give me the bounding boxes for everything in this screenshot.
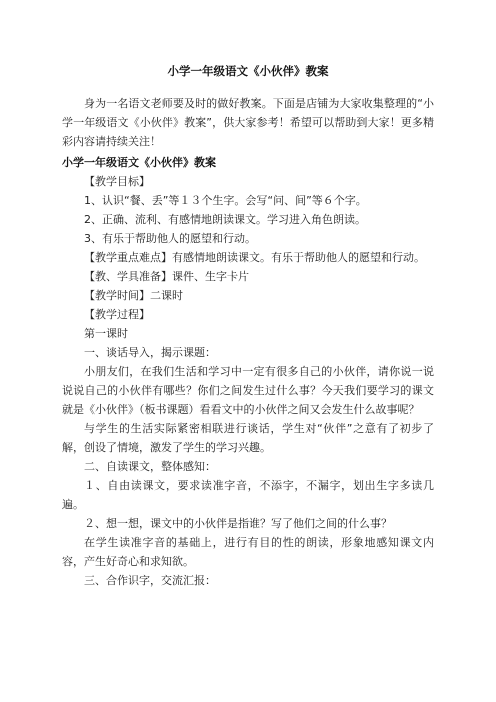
section-heading: 小学一年级语文《小伙伴》教案 [62, 156, 216, 169]
step-1-heading: 一、谈话导入，揭示课题： [84, 346, 216, 359]
document-title: 小学一年级语文《小伙伴》教案 [167, 64, 329, 78]
step-1-note: 与学生的生活实际紧密相联进行谈话，学生对“伙伴”之意有了初步了解，创设了情境，激发了学生的学习兴趣。 [62, 422, 434, 454]
goal-item-3: 3、有乐于帮助他人的愿望和行动。 [84, 232, 256, 245]
teaching-goals-heading: 【教学目标】 [84, 175, 150, 188]
step-2-heading: 二、自读课文，整体感知： [84, 460, 216, 473]
goal-item-2: 2、正确、流利、有感情地朗读课文。学习进入角色朗读。 [84, 213, 366, 226]
step-2-item-1: １、自由读课文，要求读准字音，不添字，不漏字，划出生字多读几遍。 [62, 479, 434, 511]
teaching-process-heading: 【教学过程】 [84, 308, 150, 321]
step-1-body: 小朋友们，在我们生活和学习中一定有很多自己的小伙伴，请你说一说说说自己的小伙伴有哪些？你们之间发生过什么事？今天我们要学习的课文就是《小伙伴》（板书课题）看看文中的小伙伴之间又会发生什么故事呢？ [62, 365, 434, 416]
step-2-item-2: ２、想一想，课文中的小伙伴是指谁？写了他们之间的什么事？ [84, 517, 392, 530]
teaching-time: 【教学时间】二课时 [84, 289, 183, 302]
intro-paragraph: 身为一名语文老师要及时的做好教案。下面是店铺为大家收集整理的“小学一年级语文《小伙伴》教案”，供大家参考！希望可以帮助到大家！更多精彩内容请持续关注！ [62, 97, 434, 148]
key-difficulties: 【教学重点难点】有感情地朗读课文。有乐于帮助他人的愿望和行动。 [84, 251, 425, 264]
first-lesson-heading: 第一课时 [84, 327, 128, 340]
step-2-note: 在学生读准字音的基础上，进行有目的性的朗读，形象地感知课文内容，产生好奇心和求知欲。 [62, 536, 434, 568]
step-3-heading: 三、合作识字，交流汇报： [84, 574, 216, 587]
goal-item-1: 1、认识“餐、丢”等１３个生字。会写“问、间”等６个字。 [84, 194, 367, 207]
materials: 【教、学具准备】课件、生字卡片 [84, 270, 249, 283]
